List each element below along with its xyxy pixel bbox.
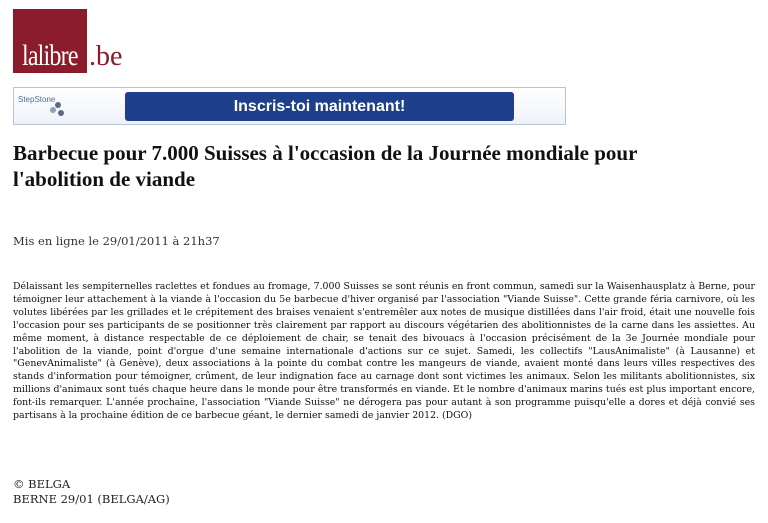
publish-date: Mis en ligne le 29/01/2011 à 21h37 (13, 234, 220, 248)
article-body: Délaissant les sempiternelles raclettes et fondues au fromage, 7.000 Suisses se sont réunis en front commun, samedi sur la Waisenhausplatz à Berne, pour témoigner leur attachement à la viande à l'occasion du 5e barbecue d'hiver organisé par l'association "Viande Suisse". Cette grande féria carnivore, où les volutes libérées par les grillades et le crépitement des braises venaient s'entremêler aux notes de musique distillées dans l'air froid, était une nouvelle fois l'occasion pour ses participants de se positionner très clairement par rapport au discours végétarien des abolitionnistes de la carne dans les assiettes. Au même moment, à distance respectable de ce déploiement de chair, se tenait des bivouacs à l'occasion précisément de la 3e Journée mondiale pour l'abolition de la viande, point d'orgue d'une semaine internationale d'actions sur ce sujet. Samedi, les collectifs "LausAnimaliste" (à Lausanne) et "GenevAnimaliste" (à Genève), deux associations à la pointe du combat contre les mangeurs de viande, avaient monté dans leurs villes respectives des stands d'information pour témoigner, crûment, de leur indignation face au carnage dont sont victimes les animaux. Selon les militants abolitionnistes, six millions d'animaux sont tués chaque heure dans le monde pour être transformés en viande. Et le nombre d'animaux marins tués est plus important encore, font-ils remarquer. L'année prochaine, l'association "Viande Suisse" ne dérogera pas pour autant à son programme puisqu'elle a dores et déjà convié ses partisans à la prochaine édition de ce barbecue géant, le dernier samedi de janvier 2012. (DGO) (13, 281, 755, 422)
article-title: Barbecue pour 7.000 Suisses à l'occasion de la Journée mondiale pour l'abolition de viande (13, 141, 638, 191)
sponsor-name: StepStone (18, 95, 56, 104)
dateline-credit: BERNE 29/01 (BELGA/AG) (13, 492, 170, 506)
logo-suffix-text: .be (89, 41, 123, 72)
stepstone-dots-icon (50, 102, 66, 118)
signup-now-button[interactable]: Inscris-toi maintenant! (125, 92, 514, 121)
photo-credit: © BELGA (13, 477, 71, 491)
site-logo[interactable] (13, 9, 122, 73)
logo-main-text: lalibre (22, 39, 78, 72)
stepstone-logo (18, 93, 78, 121)
ad-banner[interactable] (13, 87, 566, 125)
logo-mark (13, 9, 87, 73)
